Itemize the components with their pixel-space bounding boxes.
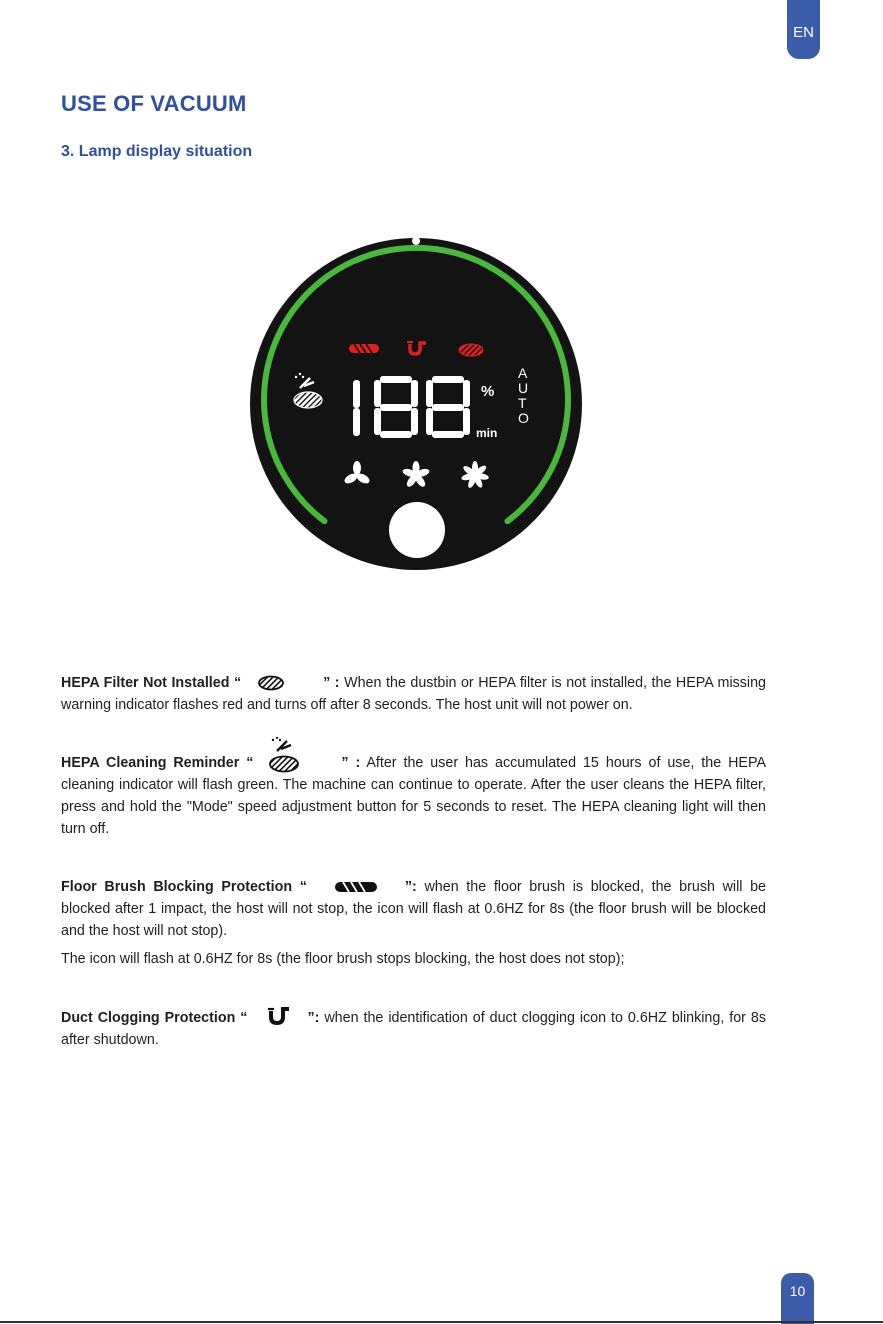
power-button <box>389 502 445 558</box>
hepa-filter-icon <box>459 344 483 356</box>
lamp-display-panel <box>246 238 586 570</box>
hepa-filter-text: When the dustbin or HEPA filter is not installed, the HEPA missing warning indicator flashes red and turns off after 8 seconds. The host unit will not power on. <box>61 675 767 713</box>
floor-brush-icon <box>349 344 379 353</box>
floor-brush-label: Floor Brush Blocking Protection “ <box>61 879 307 895</box>
duct-clog-text: when the identification of duct clogging icon to 0.6HZ blinking, for 8s after shutdown. <box>61 1010 766 1048</box>
duct-clog-label: Duct Clogging Protection “ <box>61 1010 248 1026</box>
auto-letter-a: A <box>518 365 528 381</box>
hepa-filter-label: HEPA Filter Not Installed “ <box>61 675 242 691</box>
floor-brush-extra: The icon will flash at 0.6HZ for 8s (the floor brush stops blocking, the host does not stop); <box>61 951 625 967</box>
minutes-unit: min <box>476 426 498 440</box>
hepa-cleaning-section: HEPA Cleaning Reminder “ ” : After the user has accumulated 15 hours of use, the HEPA cleaning indicator will flash green. The machine can continue to operate. After the user cleans the HEPA filter, press and hold the "Mode" speed adjustment button for 5 seconds to reset. The HEPA cleaning light will then turn off. <box>61 752 766 840</box>
floor-brush-section: Floor Brush Blocking Protection “ ”: when the floor brush is blocked, the brush will be blocked after 1 impact, the host will not stop, the icon will flash at 0.6HZ for 8s (the floor brush will be blocked and the host will not stop). <box>61 879 766 939</box>
page-number: 10 <box>781 1273 814 1324</box>
duct-clog-section: Duct Clogging Protection “ ”: when the identification of duct clogging icon to 0.6HZ blinking, for 8s after shutdown. <box>61 1007 766 1051</box>
section-subtitle: 3. Lamp display situation <box>61 143 253 160</box>
language-tab: EN <box>787 0 820 59</box>
auto-letter-u: U <box>518 380 529 396</box>
hepa-filter-icon <box>257 675 285 691</box>
auto-letter-t: T <box>518 395 527 411</box>
floor-brush-text: when the floor brush is blocked, the brush will be blocked after 1 impact, the host will not stop, the icon will flash at 0.6HZ for 8s (the floor brush will be blocked and the host will not stop). <box>61 879 766 939</box>
hepa-filter-section: HEPA Filter Not Installed “ ” : When the dustbin or HEPA filter is not installed, the HEPA missing warning indicator flashes red and turns off after 8 seconds. The host unit will not power on. <box>61 675 767 713</box>
page-title: USE OF VACUUM <box>61 91 247 116</box>
auto-letter-o: O <box>518 410 529 426</box>
hepa-cleaning-text: After the user has accumulated 15 hours of use, the HEPA cleaning indicator will flash green. The machine can continue to operate. After the user cleans the HEPA filter, press and hold the "Mode" speed adjustment button for 5 seconds to reset. The HEPA cleaning light will then turn off. <box>61 755 766 837</box>
percent-sign: % <box>481 383 495 400</box>
floor-brush-icon <box>335 880 377 894</box>
hepa-cleaning-icon <box>267 737 301 773</box>
bottom-rule <box>0 1321 883 1323</box>
duct-clog-icon <box>267 1003 291 1027</box>
hepa-cleaning-label: HEPA Cleaning Reminder “ <box>61 755 254 771</box>
